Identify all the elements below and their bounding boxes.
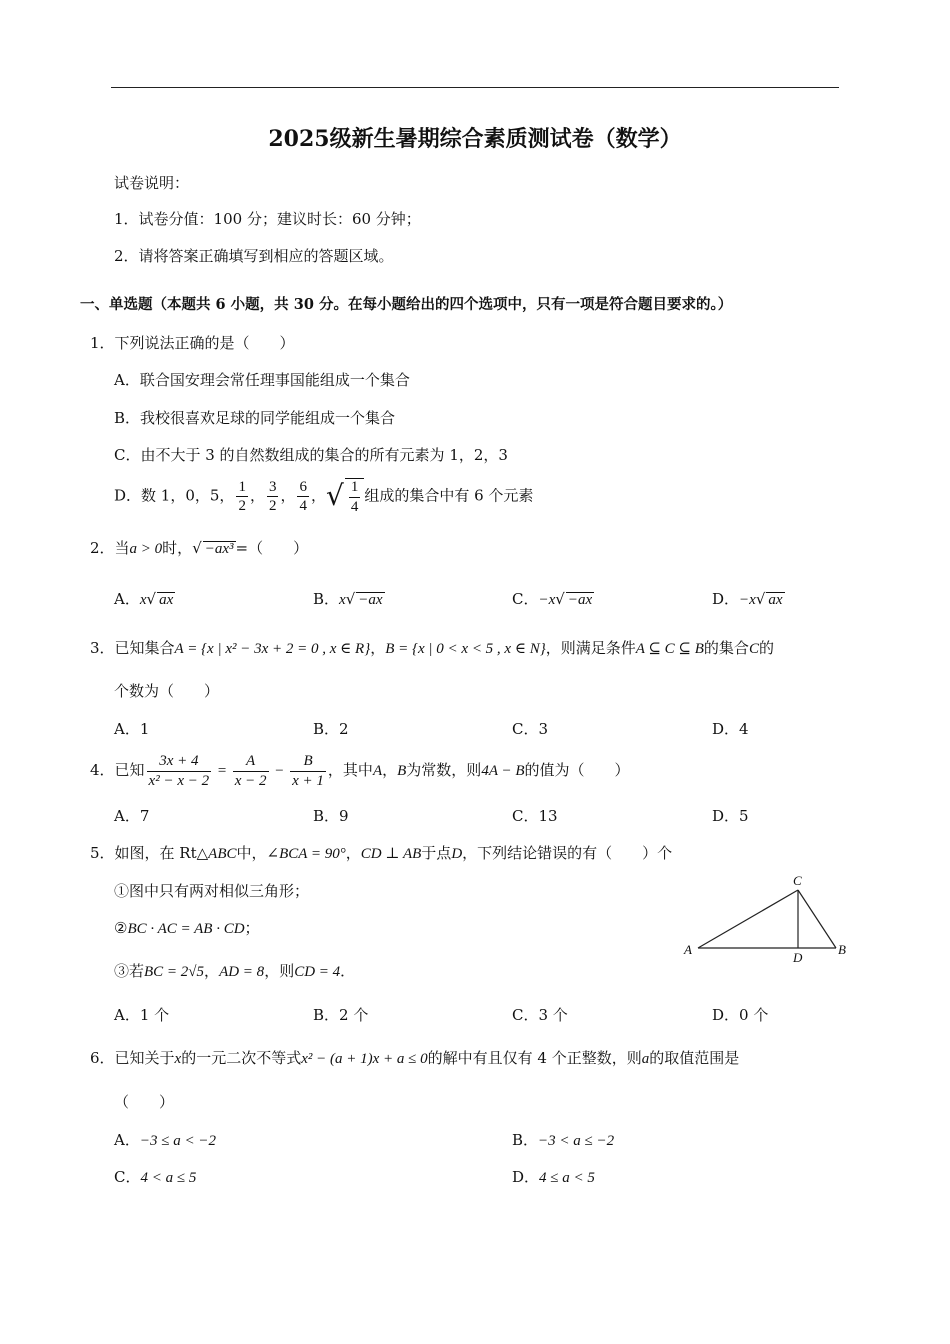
- q5-option-b: B．2 个: [313, 1006, 369, 1024]
- frac-sqrt-1-4: $\frac{1}{4}$: [350, 479, 359, 515]
- q5-statement-2: ②BC · AC = AB · CD；: [114, 919, 260, 937]
- header-rule: [111, 87, 839, 88]
- q2-option-b: B．x√ −ax: [313, 590, 383, 608]
- label-a: A: [684, 942, 692, 957]
- q1-option-c: C．由不大于 3 的自然数组成的集合的所有元素为 1，2，3: [114, 446, 508, 464]
- instructions-heading: 试卷说明：: [114, 174, 190, 192]
- label-c: C: [793, 873, 802, 888]
- q3-stem-line2: 个数为（ ）: [114, 682, 220, 700]
- q2-radicand: −ax³: [204, 541, 234, 557]
- instruction-1: 1．试卷分值：100 分；建议时长：60 分钟；: [114, 210, 421, 228]
- q4-option-a: A．7: [114, 807, 150, 825]
- q6-option-c: C．4 < a ≤ 5: [114, 1168, 197, 1186]
- q3-stem-line1: 3．已知集合A = {x | x² − 3x + 2 = 0 , x ∈ R}，B = {x | 0 < x < 5 , x ∈ N}，则满足条件A ⊆ C ⊆ B的集合C的: [90, 639, 774, 657]
- q5-stem: 5．如图，在 Rt△ABC中，∠BCA = 90°，CD ⊥ AB于点D，下列结论错误的有（ ）个: [90, 844, 673, 862]
- q4-option-c: C．13: [512, 807, 558, 825]
- q5-statement-3: ③若BC = 2√5，AD = 8，则CD = 4．: [114, 962, 356, 980]
- q2-option-a: A．x√ ax: [114, 590, 174, 608]
- q2-option-c: C．−x√ −ax: [512, 590, 593, 608]
- frac-3-2: $\frac{3}{2}$: [268, 478, 277, 514]
- q2-option-d: D．−x√ ax: [712, 590, 783, 608]
- label-d: D: [793, 950, 803, 965]
- q1-option-d: D．数 1，0，5， $\frac{1}{2}$ ， $\frac{3}{2}$ ， $\frac{6}{4}$ ，√ $\frac{1}{4}$ 组成的集合中有 6 个元素: [114, 478, 534, 515]
- q2-stem: 2．当a > 0时，√ −ax³ =（ ）: [90, 539, 309, 557]
- q5-option-d: D．0 个: [712, 1006, 769, 1024]
- q6-stem: 6．已知关于x的一元二次不等式x² − (a + 1)x + a ≤ 0的解中有且仅有 4 个正整数，则a的取值范围是: [90, 1049, 740, 1067]
- q3-option-c: C．3: [512, 720, 549, 738]
- q1-d-suffix: 组成的集合中有 6 个元素: [364, 486, 534, 505]
- q3-option-d: D．4: [712, 720, 749, 738]
- triangle-figure: [680, 870, 855, 970]
- page-title: 2025级新生暑期综合素质测试卷（数学）: [268, 126, 682, 152]
- q6-option-b: B．−3 < a ≤ −2: [512, 1131, 615, 1149]
- q5-option-c: C．3 个: [512, 1006, 568, 1024]
- q5-statement-1: ①图中只有两对相似三角形；: [114, 882, 310, 900]
- q4-frac-b: $\frac{B}{x + 1}$: [292, 753, 324, 789]
- edge-ac: [698, 890, 798, 948]
- q6-answer-paren: （ ）: [114, 1093, 175, 1111]
- q4-frac-a: $\frac{A}{x - 2}$: [234, 753, 267, 789]
- frac-6-4: $\frac{6}{4}$: [299, 478, 307, 514]
- edge-cb: [798, 890, 836, 948]
- frac-1-2: $\frac{1}{2}$: [238, 478, 246, 514]
- q4-option-d: D．5: [712, 807, 749, 825]
- q4-stem: 4．已知 $\frac{3x + 4}{\text{x² − x − 2}}$ = $\frac{A}{x - 2}$ − $\frac{B}{x + 1}$ ，其中A，B为常数，则4A − B的值为（ ）: [90, 753, 630, 789]
- label-b: B: [838, 942, 846, 957]
- q3-option-b: B．2: [313, 720, 349, 738]
- q6-option-a: A．−3 ≤ a < −2: [114, 1131, 216, 1149]
- q5-option-a: A．1 个: [114, 1006, 170, 1024]
- q4-option-b: B．9: [313, 807, 349, 825]
- q1-option-a: A．联合国安理会常任理事国能组成一个集合: [114, 371, 410, 389]
- q1-option-b: B．我校很喜欢足球的同学能组成一个集合: [114, 409, 396, 427]
- instruction-2: 2．请将答案正确填写到相应的答题区域。: [114, 247, 394, 265]
- q1-stem: 1．下列说法正确的是（ ）: [90, 334, 295, 352]
- q3-option-a: A．1: [114, 720, 150, 738]
- q1-d-prefix: D．数 1，0，5，: [114, 486, 235, 505]
- section-heading: 一、单选题（本题共 6 小题，共 30 分。在每小题给出的四个选项中，只有一项是符合题目要求的。）: [80, 296, 733, 313]
- q4-frac-left: $\frac{3x + 4}{\text{x² − x − 2}}$: [148, 753, 210, 789]
- q6-option-d: D．4 ≤ a < 5: [512, 1168, 595, 1186]
